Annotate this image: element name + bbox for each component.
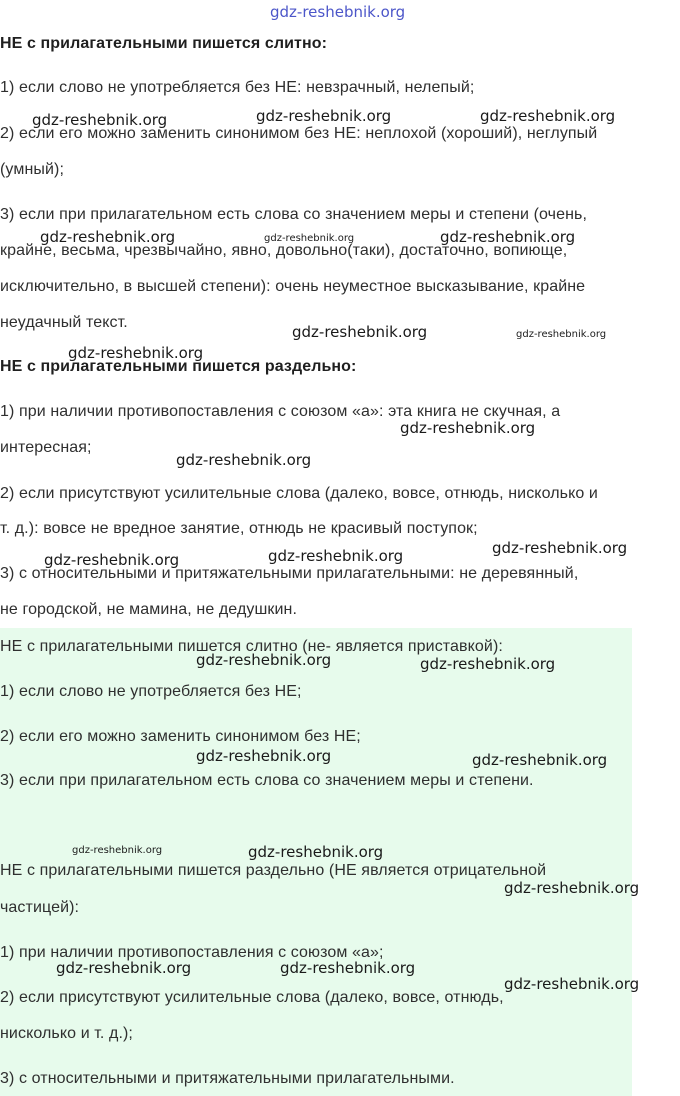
- section1-line: 3) если при прилагательном есть слова со значением меры и степени (очень,: [0, 206, 588, 223]
- section2-line: 3) с относительными и притяжательными прилагательными: не деревянный,: [0, 565, 579, 582]
- watermark: gdz-reshebnik.org: [280, 959, 416, 977]
- section1-line: неудачный текст.: [0, 314, 128, 331]
- section2-heading: НЕ с прилагательными пишется раздельно:: [0, 358, 357, 375]
- header-watermark: gdz-reshebnik.org: [270, 3, 406, 21]
- section2-line: 2) если присутствуют усилительные слова (далеко, вовсе, отнюдь, нисколько и: [0, 485, 598, 502]
- summary-line: 3) с относительными и притяжательными прилагательными.: [0, 1070, 455, 1087]
- summary-line: НЕ с прилагательными пишется слитно (не- является приставкой):: [0, 638, 503, 655]
- section1-line: 1) если слово не употребляется без НЕ: невзрачный, нелепый;: [0, 79, 475, 96]
- section2-line: интересная;: [0, 439, 92, 456]
- watermark: gdz-reshebnik.org: [196, 747, 332, 765]
- watermark: gdz-reshebnik.org: [44, 551, 180, 569]
- watermark: gdz-reshebnik.org: [176, 451, 312, 469]
- section1-line: (умный);: [0, 161, 64, 178]
- summary-line: 2) если присутствуют усилительные слова (далеко, вовсе, отнюдь,: [0, 989, 504, 1006]
- section2-line: не городской, не мамина, не дедушкин.: [0, 601, 298, 618]
- watermark: gdz-reshebnik.org: [256, 107, 392, 125]
- watermark: gdz-reshebnik.org: [504, 975, 640, 993]
- watermark: gdz-reshebnik.org: [292, 323, 428, 341]
- watermark: gdz-reshebnik.org: [248, 843, 384, 861]
- watermark: gdz-reshebnik.org: [492, 539, 628, 557]
- summary-line: 1) если слово не употребляется без НЕ;: [0, 683, 302, 700]
- watermark: gdz-reshebnik.org: [196, 651, 332, 669]
- watermark: gdz-reshebnik.org: [480, 107, 616, 125]
- watermark: gdz-reshebnik.org: [440, 228, 576, 246]
- watermark: gdz-reshebnik.org: [264, 233, 355, 244]
- summary-line: частицей):: [0, 899, 80, 916]
- watermark: gdz-reshebnik.org: [72, 845, 163, 856]
- watermark: gdz-reshebnik.org: [268, 547, 404, 565]
- summary-line: 2) если его можно заменить синонимом без НЕ;: [0, 728, 361, 745]
- section1-line: крайне, весьма, чрезвычайно, явно, довольно(таки), достаточно, вопиюще,: [0, 242, 568, 259]
- summary-line: нисколько и т. д.);: [0, 1025, 133, 1042]
- watermark: gdz-reshebnik.org: [32, 111, 168, 129]
- watermark: gdz-reshebnik.org: [40, 228, 176, 246]
- section1-line: исключительно, в высшей степени): очень неуместное высказывание, крайне: [0, 278, 586, 295]
- section1-line: 2) если его можно заменить синонимом без НЕ: неплохой (хороший), неглупый: [0, 125, 598, 142]
- watermark: gdz-reshebnik.org: [504, 879, 640, 897]
- summary-line: 1) при наличии противопоставления с союзом «а»;: [0, 944, 384, 961]
- section2-line: 1) при наличии противопоставления с союзом «а»: эта книга не скучная, а: [0, 403, 561, 420]
- watermark: gdz-reshebnik.org: [516, 329, 607, 340]
- watermark: gdz-reshebnik.org: [400, 419, 536, 437]
- section2-line: т. д.): вовсе не вредное занятие, отнюдь не красивый поступок;: [0, 520, 478, 537]
- summary-line: 3) если при прилагательном есть слова со значением меры и степени.: [0, 772, 534, 789]
- section1-heading: НЕ с прилагательными пишется слитно:: [0, 35, 328, 52]
- summary-line: НЕ с прилагательными пишется раздельно (НЕ является отрицательной: [0, 862, 547, 879]
- watermark: gdz-reshebnik.org: [56, 959, 192, 977]
- watermark: gdz-reshebnik.org: [68, 344, 204, 362]
- watermark: gdz-reshebnik.org: [420, 655, 556, 673]
- watermark: gdz-reshebnik.org: [472, 751, 608, 769]
